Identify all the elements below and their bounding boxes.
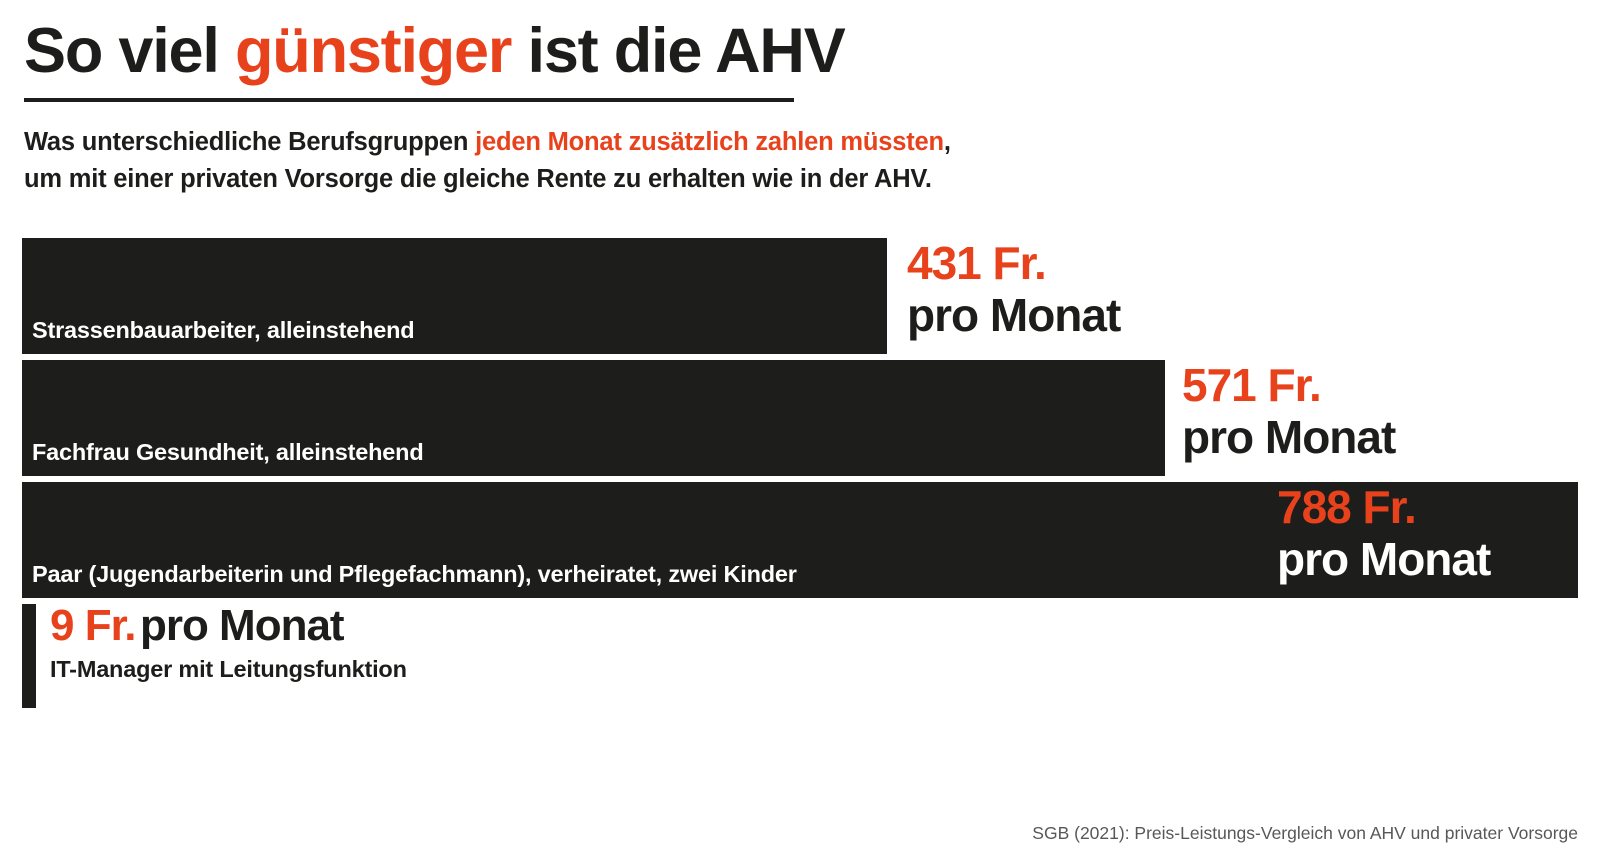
bar-value-strassenbauarbeiter	[907, 237, 1121, 342]
subtitle-line2: um mit einer privaten Vorsorge die gleiche Rente zu erhalten wie in der AHV.	[24, 165, 932, 194]
bar-value-period: pro Monat	[139, 601, 344, 651]
bar-value-amount: 788 Fr.	[1277, 481, 1416, 534]
source-note: SGB (2021): Preis-Leistungs-Vergleich von AHV und privater Vorsorge	[1032, 823, 1578, 843]
bar-fachfrau-gesundheit	[22, 360, 1165, 476]
title-divider	[24, 98, 794, 102]
bar-value-period: pro Monat	[1182, 411, 1396, 464]
bar-value-period: pro Monat	[907, 289, 1121, 342]
page-subtitle	[24, 124, 1424, 198]
bar-value-amount: 9 Fr.	[50, 601, 136, 651]
page-title-accent: günstiger	[235, 16, 512, 86]
page-title-part2: ist die AHV	[511, 16, 845, 86]
bar-value-period: pro Monat	[1277, 533, 1491, 586]
bar-value-fachfrau-gesundheit	[1182, 359, 1396, 464]
page-title	[24, 18, 1578, 84]
chart-row	[22, 482, 1578, 598]
chart-row	[22, 601, 1578, 714]
subtitle-line1-accent: jeden Monat zusätzlich zahlen müssten	[475, 128, 944, 157]
bar-label: Paar (Jugendarbeiterin und Pflegefachmann), verheiratet, zwei Kinder	[32, 561, 797, 588]
bar-value-paar-verheiratet	[1277, 481, 1491, 586]
bar-value-amount: 571 Fr.	[1182, 359, 1321, 412]
bar-strassenbauarbeiter	[22, 238, 887, 354]
infographic-page	[0, 18, 1600, 858]
subtitle-line1-part1: Was unterschiedliche Berufsgruppen	[24, 128, 476, 157]
chart-row	[22, 238, 1578, 354]
bar-value-it-manager	[50, 601, 344, 651]
bar-chart	[22, 238, 1578, 714]
page-title-part1: So viel	[24, 16, 235, 86]
bar-label: IT-Manager mit Leitungsfunktion	[50, 656, 407, 683]
bar-label: Fachfrau Gesundheit, alleinstehend	[32, 439, 424, 466]
bar-label: Strassenbauarbeiter, alleinstehend	[32, 317, 415, 344]
chart-row	[22, 360, 1578, 476]
bar-it-manager	[22, 604, 36, 708]
bar-value-amount: 431 Fr.	[907, 237, 1046, 290]
subtitle-line1-part2: ,	[943, 128, 951, 157]
